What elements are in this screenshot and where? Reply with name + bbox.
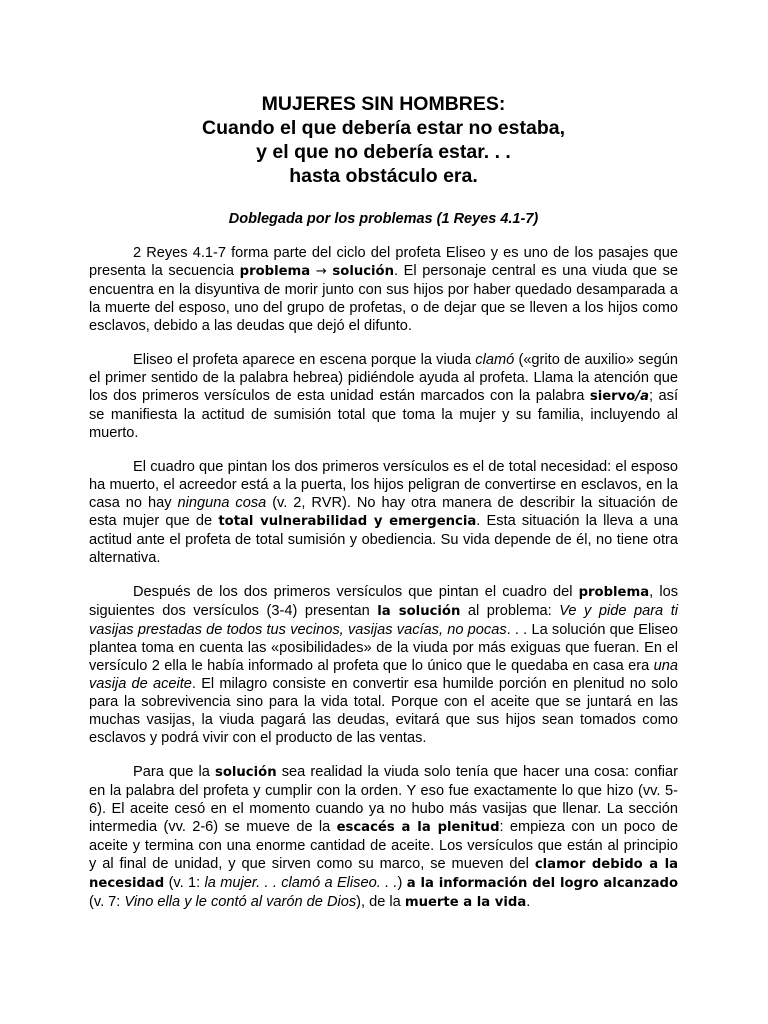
section-subtitle: Doblegada por los problemas (1 Reyes 4.1-7) bbox=[228, 211, 539, 227]
paragraph-2: Eliseo el profeta aparece en escena porque la viuda clamó («grito de auxilio» según el primer sentido de la palabra hebrea) pidiéndole ayuda al profeta. Llama la atención que los dos primeros versículos de esta unidad están marcados con la palabra siervo/a; así se manifiesta la actitud de sumisión total que toma la mujer y su familia, incluyendo al muerto. bbox=[89, 352, 679, 441]
arrow-icon: → bbox=[310, 264, 333, 279]
bold-solucion: solución bbox=[332, 264, 395, 279]
paragraph-5: Para que la solución sea realidad la viuda solo tenía que hacer una cosa: confiar en la palabra del profeta y cumplir con la orden. Y eso fue exactamente lo que hizo (vv. 5-6). El aceite cesó en el momento cuando ya no hubo más vasijas que llenar. La sección intermedia (vv. 2-6) se mueve de la escacés a la plenitud: empieza con un poco de aceite y termina con una enorme cantidad de aceite. Los versículos que están al principio y al final de unidad, y que sirven como su marco, se mueven del clamor debido a la necesidad (v. 1: la mujer. . . clamó a Eliseo. . .) a la información del logro alcanzado (v. 7: Vino ella y le contó al varón de Dios), de la muerte a la vida. bbox=[89, 764, 679, 910]
bold-vulnerabilidad: total vulnerabilidad y emergencia bbox=[218, 514, 477, 529]
title-line-2: Cuando el que debería estar no estaba, bbox=[201, 117, 566, 139]
bold-problema: problema bbox=[239, 264, 311, 279]
title-line-4: hasta obstáculo era. bbox=[289, 165, 478, 187]
paragraph-1: 2 Reyes 4.1-7 forma parte del ciclo del profeta Eliseo y es uno de los pasajes que presenta la secuencia problema → solución. El personaje central es una viuda que se encuentra en la disyuntiva de morir junto con sus hijos por haber quedado desamparada a la muerte del esposo, uno del grupo de profetas, o de dejar que se lleven a los hijos como esclavos, debido a las deudas que dejó el difunto. bbox=[89, 245, 679, 334]
paragraph-3: El cuadro que pintan los dos primeros versículos es el de total necesidad: el esposo ha muerto, el acreedor está a la puerta, los hijos peligran de convertirse en esclavos, en la casa no hay ninguna cosa (v. 2, RVR). No hay otra manera de describir la situación de esta mujer que de total vulnerabilidad y emergencia. Esta situación la lleva a una actitud ante el profeta de total sumisión y obediencia. Su vida depende de él, no tiene otra alternativa. bbox=[89, 459, 678, 566]
paragraph-4: Después de los dos primeros versículos que pintan el cuadro del problema, los siguientes dos versículos (3-4) presentan la solución al problema: Ve y pide para ti vasijas prestadas de todos tus vecinos, vasijas vacías, no pocas. . . La solución que Eliseo plantea toma en cuenta las «posibilidades» de la viuda por más exiguas que fueran. En el versículo 2 ella le había informado al profeta que lo único que le quedaba en casa era una vasija de aceite. El milagro consiste en convertir esa humilde porción en plenitud no solo para la sobrevivencia sino para la vida total. Porque con el aceite que se juntará en las muchas vasijas, la viuda pagará las deudas, evitará que sus hijos sean tomados como esclavos y podrá vivir con el producto de las ventas. bbox=[89, 584, 678, 746]
document-title bbox=[89, 0, 678, 188]
bold-siervo: siervo bbox=[589, 389, 636, 404]
title-line-3: y el que no debería estar. . . bbox=[256, 141, 511, 163]
title-line-1: MUJERES SIN HOMBRES: bbox=[261, 93, 506, 115]
